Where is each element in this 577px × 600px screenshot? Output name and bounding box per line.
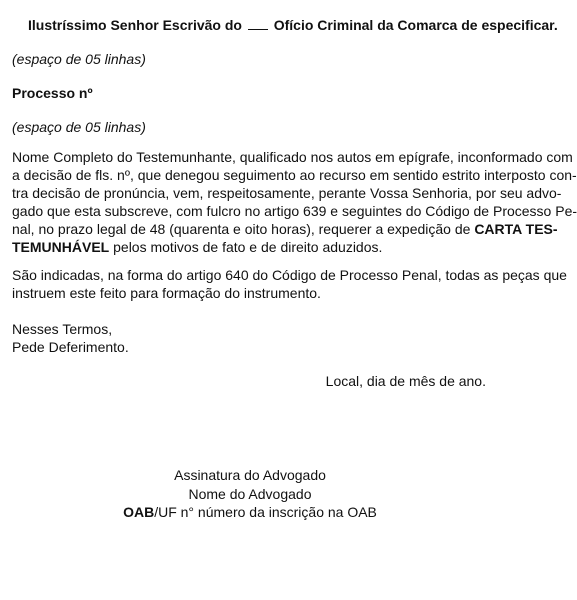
heading-blank-field [248,17,268,30]
process-label: Processo nº [12,85,93,101]
pieces-line-2: instruem este feito para formação do instrumento. [12,285,321,301]
document-heading [28,16,558,34]
petition-line-6-text: pelos motivos de fato e de direito aduzidos. [109,239,383,255]
oab-number-text: /UF n° número da inscrição na OAB [154,504,377,520]
petition-line-4: gado que esta subscreve, com fulcro no artigo 639 e seguintes do Código de Processo Pe- [12,203,577,219]
place-date: Local, dia de mês de ano. [325,373,486,389]
heading-text-end: Ofício Criminal da Comarca de especificar. [273,17,558,33]
petition-line-5-bold: CARTA TES- [474,221,558,237]
petition-line-5 [12,220,558,238]
closing-line-1: Nesses Termos, [12,321,113,337]
petition-line-6-bold: TEMUNHÁVEL [12,239,110,255]
closing-line-2: Pede Deferimento. [12,339,129,355]
petition-paragraph [12,148,577,256]
petition-line-5-text: nal, no prazo legal de 48 (quarenta e oito horas), requerer a expedição de [12,221,475,237]
pieces-paragraph [12,266,567,302]
pieces-line-1: São indicadas, na forma do artigo 640 do Código de Processo Penal, todas as peças que [12,267,567,283]
petition-line-3: tra decisão de pronúncia, vem, respeitosamente, perante Vossa Senhoria, por seu advo- [12,185,562,201]
lawyer-name: Nome do Advogado [188,486,312,502]
signature-line: Assinatura do Advogado [174,467,326,483]
spacer-note-2: (espaço de 05 linhas) [12,119,146,135]
heading-text-start: Ilustríssimo Senhor Escrivão do [28,17,242,33]
petition-line-2: a decisão de fls. nº, que denegou seguimento ao recurso em sentido estrito interposto con- [12,167,577,183]
petition-line-1: Nome Completo do Testemunhante, qualificado nos autos em epígrafe, inconformado com [12,149,573,165]
oab-registration [0,503,500,521]
spacer-note-1: (espaço de 05 linhas) [12,51,146,67]
oab-label: OAB [123,504,155,520]
petition-line-6 [12,238,488,256]
